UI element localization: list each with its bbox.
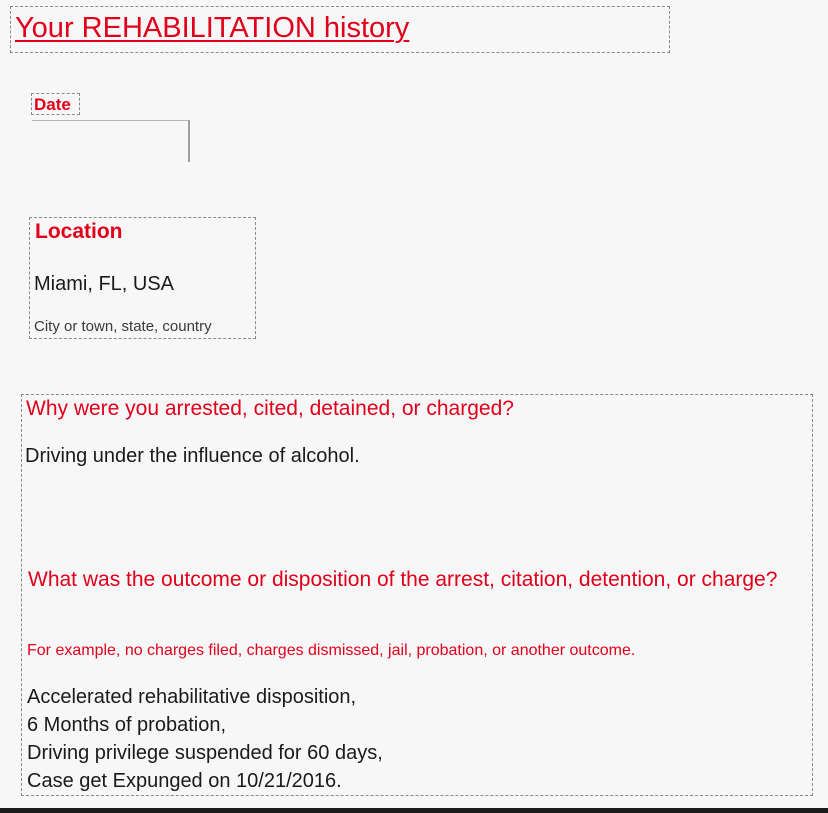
page-title: Your REHABILITATION history — [15, 12, 410, 44]
arrest-answer[interactable]: Driving under the influence of alcohol. — [25, 445, 360, 467]
location-label: Location — [35, 220, 123, 243]
location-hint: City or town, state, country — [34, 318, 212, 335]
location-section — [29, 217, 256, 339]
date-label: Date — [34, 95, 71, 114]
arrest-question: Why were you arrested, cited, detained, or charged? — [26, 397, 514, 420]
title-section — [10, 6, 670, 53]
outcome-hint: For example, no charges filed, charges dismissed, jail, probation, or another outcome. — [27, 642, 636, 659]
outcome-answer[interactable] — [27, 683, 383, 795]
outcome-line: Driving privilege suspended for 60 days, — [27, 742, 383, 764]
outcome-line: Accelerated rehabilitative disposition, — [27, 686, 357, 708]
date-label-box — [31, 93, 80, 115]
date-field[interactable] — [32, 120, 190, 162]
arrest-section — [21, 394, 813, 796]
outcome-line: Case get Expunged on 10/21/2016. — [27, 770, 342, 792]
outcome-line: 6 Months of probation, — [27, 714, 227, 736]
outcome-question: What was the outcome or disposition of the arrest, citation, detention, or charge? — [28, 568, 778, 591]
bottom-bar — [0, 808, 828, 813]
location-value[interactable]: Miami, FL, USA — [34, 273, 175, 295]
